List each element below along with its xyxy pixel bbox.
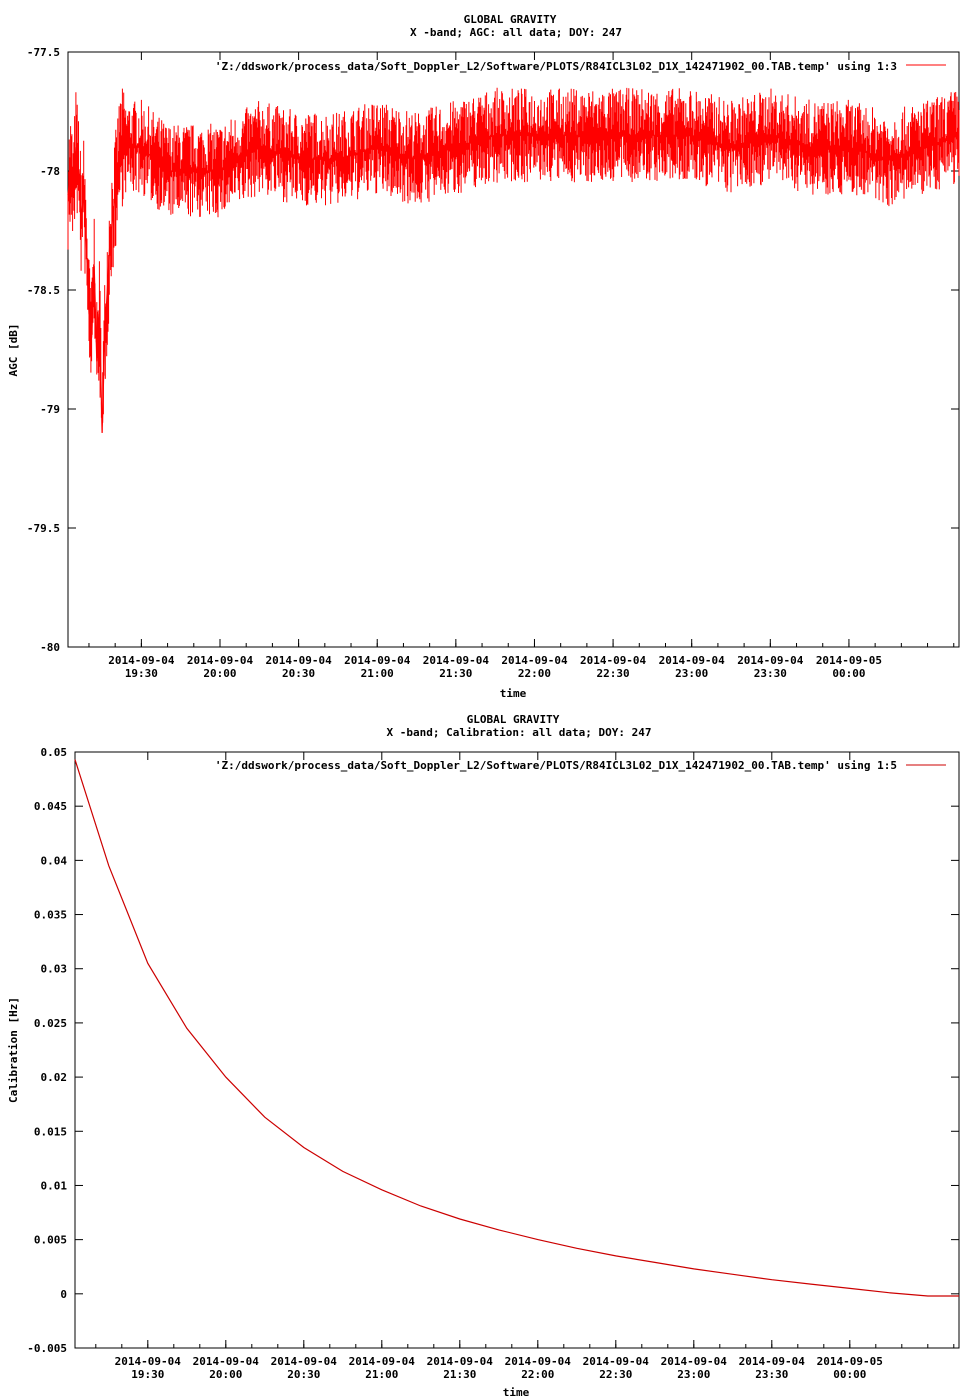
- calibration-y-tick-label: 0.045: [33, 800, 67, 814]
- agc-x-tick-date: 2014-09-04: [186, 654, 254, 667]
- calibration-plot-frame: [75, 752, 959, 1348]
- calibration-y-tick-label: 0.05: [40, 746, 67, 759]
- agc-x-tick-time: 23:30: [753, 667, 787, 680]
- calibration-x-tick-date: 2014-09-04: [348, 1355, 415, 1368]
- calibration-x-axis-label: time: [502, 1386, 530, 1399]
- agc-y-tick-label: -80: [40, 641, 60, 654]
- calibration-x-tick-date: 2014-09-05: [816, 1355, 883, 1368]
- agc-x-tick-time: 20:30: [282, 667, 316, 680]
- agc-x-tick-date: 2014-09-04: [501, 654, 568, 667]
- calibration-y-axis-label: Calibration [Hz]: [7, 997, 20, 1103]
- calibration-x-tick-time: 22:00: [521, 1368, 555, 1381]
- agc-y-tick-label: -78: [40, 165, 60, 178]
- agc-x-tick-time: 00:00: [832, 667, 866, 680]
- calibration-y-tick-label: 0.025: [33, 1016, 67, 1030]
- calibration-y-tick-label: 0: [60, 1287, 67, 1301]
- calibration-y-tick-label: 0.035: [33, 908, 67, 922]
- calibration-chart: [7, 713, 959, 1399]
- agc-y-tick-label: -79: [40, 403, 60, 416]
- calibration-series-layer: [75, 760, 959, 1296]
- agc-y-axis-label: AGC [dB]: [7, 323, 20, 377]
- agc-legend-label: 'Z:/ddswork/process_data/Soft_Doppler_L2/Software/PLOTS/R84ICL3L02_D1X_142471902_00.TAB.temp' using 1:3: [214, 60, 897, 73]
- calibration-y-tick-label: 0.01: [40, 1179, 67, 1193]
- agc-noise-path: [68, 88, 959, 433]
- calibration-y-tick-label: 0.015: [33, 1125, 67, 1139]
- agc-x-tick-time: 21:30: [439, 667, 473, 680]
- calibration-chart-title: GLOBAL GRAVITY: [466, 713, 560, 726]
- calibration-x-tick-time: 23:30: [755, 1368, 789, 1381]
- calibration-series-line: [75, 760, 959, 1296]
- agc-chart: [7, 13, 959, 700]
- calibration-y-tick-label: 0.03: [40, 962, 67, 976]
- agc-y-tick-label: -77.5: [26, 46, 60, 59]
- calibration-legend-label: 'Z:/ddswork/process_data/Soft_Doppler_L2/Software/PLOTS/R84ICL3L02_D1X_142471902_00.TAB.temp' using 1:5: [214, 759, 897, 772]
- agc-x-tick-date: 2014-09-04: [108, 654, 175, 667]
- agc-chart-subtitle: X -band; AGC: all data; DOY: 247: [410, 26, 622, 39]
- agc-x-tick-time: 22:30: [596, 667, 630, 680]
- agc-x-tick-date: 2014-09-04: [344, 654, 411, 667]
- agc-x-tick-date: 2014-09-04: [265, 654, 332, 667]
- agc-x-tick-time: 21:00: [360, 667, 394, 680]
- agc-x-tick-date: 2014-09-04: [422, 654, 489, 667]
- agc-x-tick-date: 2014-09-04: [737, 654, 804, 667]
- agc-chart-title: GLOBAL GRAVITY: [463, 13, 557, 26]
- calibration-x-tick-date: 2014-09-04: [270, 1355, 337, 1368]
- calibration-x-tick-time: 20:30: [287, 1368, 321, 1381]
- agc-x-tick-date: 2014-09-05: [815, 654, 883, 667]
- calibration-x-tick-date: 2014-09-04: [114, 1355, 181, 1368]
- agc-x-tick-time: 20:00: [203, 667, 237, 680]
- agc-x-tick-date: 2014-09-04: [658, 654, 725, 667]
- calibration-x-tick-date: 2014-09-04: [192, 1355, 259, 1368]
- agc-series-line: [68, 135, 959, 433]
- calibration-x-tick-time: 23:00: [677, 1368, 711, 1381]
- calibration-x-tick-date: 2014-09-04: [582, 1355, 649, 1368]
- agc-y-tick-label: -79.5: [26, 522, 60, 535]
- calibration-chart-subtitle: X -band; Calibration: all data; DOY: 247: [386, 726, 652, 739]
- agc-x-tick-time: 23:00: [675, 667, 709, 680]
- calibration-y-tick-label: 0.02: [40, 1071, 67, 1085]
- calibration-x-tick-time: 20:00: [209, 1368, 243, 1381]
- agc-y-tick-label: -78.5: [26, 284, 60, 297]
- calibration-y-tick-label: 0.04: [40, 854, 67, 868]
- calibration-x-tick-date: 2014-09-04: [738, 1355, 805, 1368]
- calibration-x-tick-time: 00:00: [833, 1368, 867, 1381]
- agc-x-tick-date: 2014-09-04: [579, 654, 647, 667]
- calibration-x-tick-time: 22:30: [599, 1368, 633, 1381]
- calibration-x-tick-date: 2014-09-04: [426, 1355, 493, 1368]
- agc-noise-trace: [68, 88, 959, 433]
- calibration-x-tick-time: 21:00: [365, 1368, 399, 1381]
- calibration-x-tick-date: 2014-09-04: [504, 1355, 571, 1368]
- calibration-x-tick-time: 21:30: [443, 1368, 477, 1381]
- agc-series-layer: [68, 88, 959, 433]
- agc-x-tick-time: 19:30: [124, 667, 158, 680]
- calibration-y-tick-label: 0.005: [33, 1233, 67, 1247]
- calibration-x-axis: [96, 752, 954, 1381]
- calibration-y-axis: [27, 746, 959, 1355]
- calibration-y-tick-label: -0.005: [27, 1342, 67, 1355]
- agc-x-tick-time: 22:00: [517, 667, 552, 680]
- calibration-x-tick-date: 2014-09-04: [660, 1355, 727, 1368]
- agc-x-axis-label: time: [499, 687, 527, 700]
- calibration-x-tick-time: 19:30: [131, 1368, 165, 1381]
